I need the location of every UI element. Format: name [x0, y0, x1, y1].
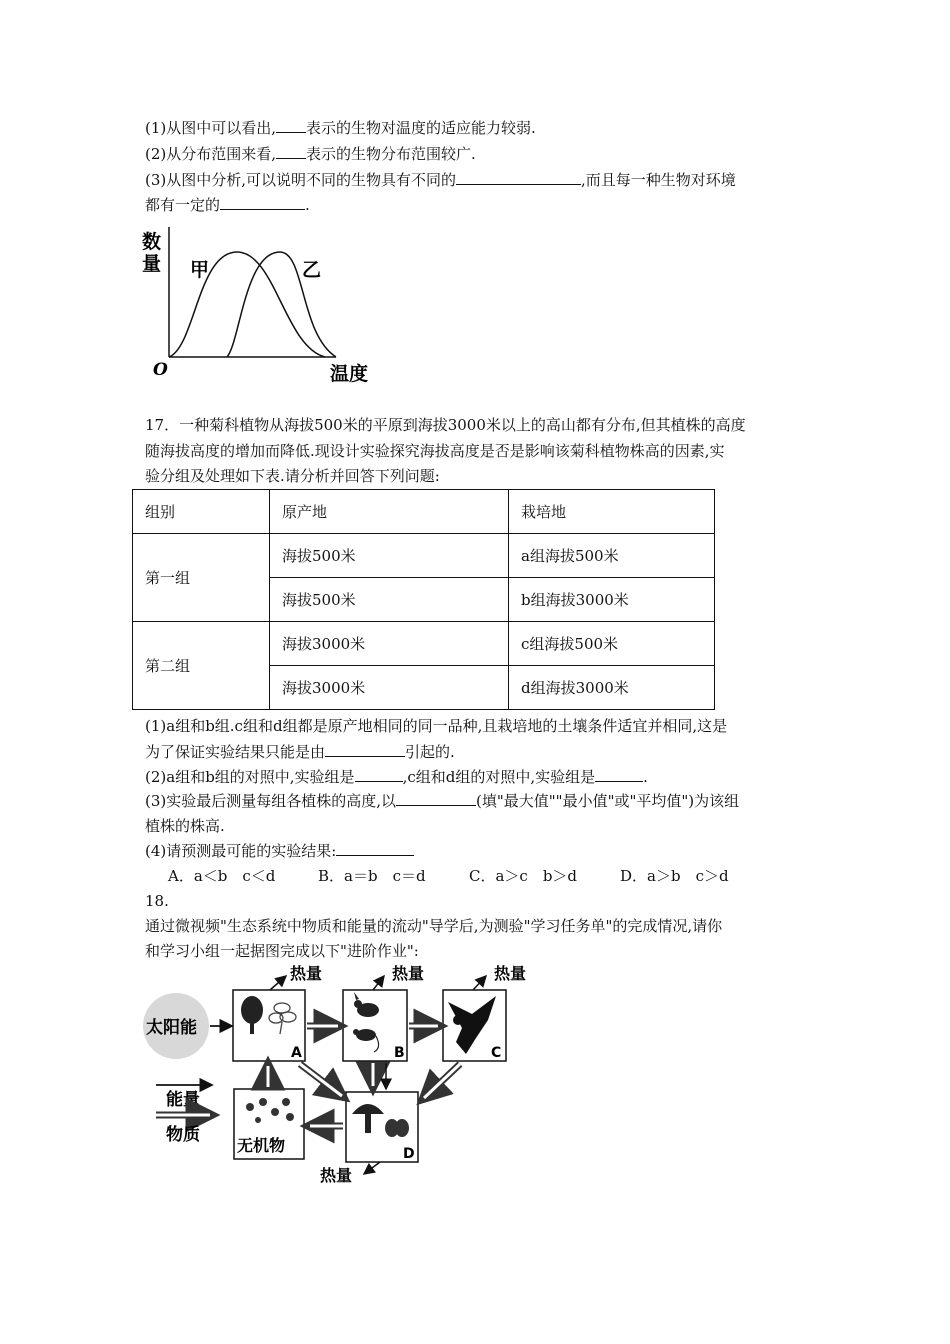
- origin-cell: 海拔3000米: [270, 666, 509, 710]
- q17-part1-line2: 为了保证实验结果只能是由 引起的.: [145, 743, 455, 761]
- box-c-label: C: [491, 1045, 502, 1061]
- sun-label: 太阳能: [146, 1018, 197, 1038]
- table-row: [133, 534, 715, 578]
- legend-energy-label: 能量: [166, 1090, 200, 1110]
- q17-part4: (4)请预测最可能的实验结果:: [145, 841, 414, 861]
- q17-part1: (1)a组和b组.c组和d组都是原产地相同的同一品种,且栽培地的土壤条件适宜并相同,这是: [145, 717, 728, 735]
- q18-intro-1: 通过微视频"生态系统中物质和能量的流动"导学后,为测验"学习任务单"的完成情况,请你: [145, 917, 723, 935]
- group-2-cell: 第二组: [133, 622, 270, 710]
- option-d[interactable]: D．a＞b c＞d: [620, 867, 729, 885]
- heat-arrow-a: [270, 976, 286, 990]
- legend-matter-label: 物质: [166, 1125, 200, 1145]
- q16-part3-line2: 都有一定的 .: [145, 196, 310, 214]
- curve-label-jia: 甲: [190, 259, 210, 281]
- curve-label-yi: 乙: [302, 259, 322, 281]
- answer-blank[interactable]: [325, 742, 405, 757]
- x-axis-label: 温度: [330, 363, 369, 385]
- q17-intro-3: 验分组及处理如下表.请分析并回答下列问题:: [145, 467, 440, 485]
- answer-blank[interactable]: [276, 118, 306, 133]
- header-origin: 原产地: [270, 490, 509, 534]
- q17-intro-1: 17．一种菊科植物从海拔500米的平原到海拔3000米以上的高山都有分布,但其植株的高度: [145, 416, 746, 434]
- cultivation-cell: a组海拔500米: [509, 534, 715, 578]
- cultivation-cell: d组海拔3000米: [509, 666, 715, 710]
- inorganic-label: 无机物: [237, 1136, 286, 1155]
- q17-part2: (2)a组和b组的对照中,实验组是 ,c组和d组的对照中,实验组是 .: [145, 768, 648, 786]
- heat-arrow-c: [473, 976, 486, 990]
- heat-label-b: 热量: [392, 964, 425, 983]
- answer-blank[interactable]: [595, 767, 643, 782]
- q16-part2: (2)从分布范围来看, 表示的生物分布范围较广.: [145, 145, 476, 163]
- header-cultivation: 栽培地: [509, 490, 715, 534]
- q18-intro-2: 和学习小组一起据图完成以下"进阶作业":: [145, 942, 419, 960]
- table-header-row: [133, 490, 715, 534]
- q17-intro-2: 随海拔高度的增加而降低.现设计实验探究海拔高度是否是影响该菊科植物株高的因素,实: [145, 442, 725, 460]
- table-row: [133, 622, 715, 666]
- flow-arrow-c-to-d-inner: [424, 1064, 460, 1098]
- box-b-label: B: [394, 1045, 405, 1061]
- answer-blank[interactable]: [456, 170, 581, 185]
- q18-number: 18.: [145, 892, 169, 910]
- heat-arrow-b: [373, 976, 384, 990]
- cultivation-cell: c组海拔500米: [509, 622, 715, 666]
- heat-label-a: 热量: [290, 964, 323, 983]
- q16-part1: (1)从图中可以看出, 表示的生物对温度的适应能力较弱.: [145, 119, 536, 137]
- q16-part3: (3)从图中分析,可以说明不同的生物具有不同的 ,而且每一种生物对环境: [145, 171, 736, 189]
- origin-cell: 海拔3000米: [270, 622, 509, 666]
- answer-blank[interactable]: [355, 767, 403, 782]
- answer-blank[interactable]: [396, 791, 476, 806]
- box-a-label: A: [291, 1045, 302, 1061]
- answer-blank[interactable]: [336, 841, 414, 856]
- option-b[interactable]: B．a＝b c＝d: [318, 867, 426, 885]
- flow-arrow-a-to-d-inner: [300, 1064, 342, 1096]
- box-d-label: D: [403, 1146, 415, 1162]
- temperature-distribution-graph: [140, 222, 380, 387]
- option-a[interactable]: A．a＜b c＜d: [168, 867, 276, 885]
- heat-label-d: 热量: [320, 1166, 353, 1185]
- q17-part3: (3)实验最后测量每组各植株的高度,以 (填"最大值""最小值"或"平均值")为该组: [145, 792, 740, 810]
- y-axis-label-1: 数: [142, 231, 162, 253]
- origin-cell: 海拔500米: [270, 578, 509, 622]
- q17-part3-line2: 植株的株高.: [145, 817, 225, 835]
- q17-options: [168, 866, 729, 886]
- experiment-table: [132, 489, 715, 710]
- origin-cell: 海拔500米: [270, 534, 509, 578]
- option-c[interactable]: C．a＞c b＞d: [469, 867, 578, 885]
- answer-blank[interactable]: [220, 195, 305, 210]
- group-1-cell: 第一组: [133, 534, 270, 622]
- origin-label: O: [153, 360, 168, 380]
- ecosystem-flow-diagram: [140, 962, 540, 1192]
- heat-arrow-d: [364, 1162, 380, 1174]
- cultivation-cell: b组海拔3000米: [509, 578, 715, 622]
- header-group: 组别: [133, 490, 270, 534]
- heat-label-c: 热量: [494, 964, 527, 983]
- answer-blank[interactable]: [276, 144, 306, 159]
- y-axis-label-2: 量: [142, 253, 162, 275]
